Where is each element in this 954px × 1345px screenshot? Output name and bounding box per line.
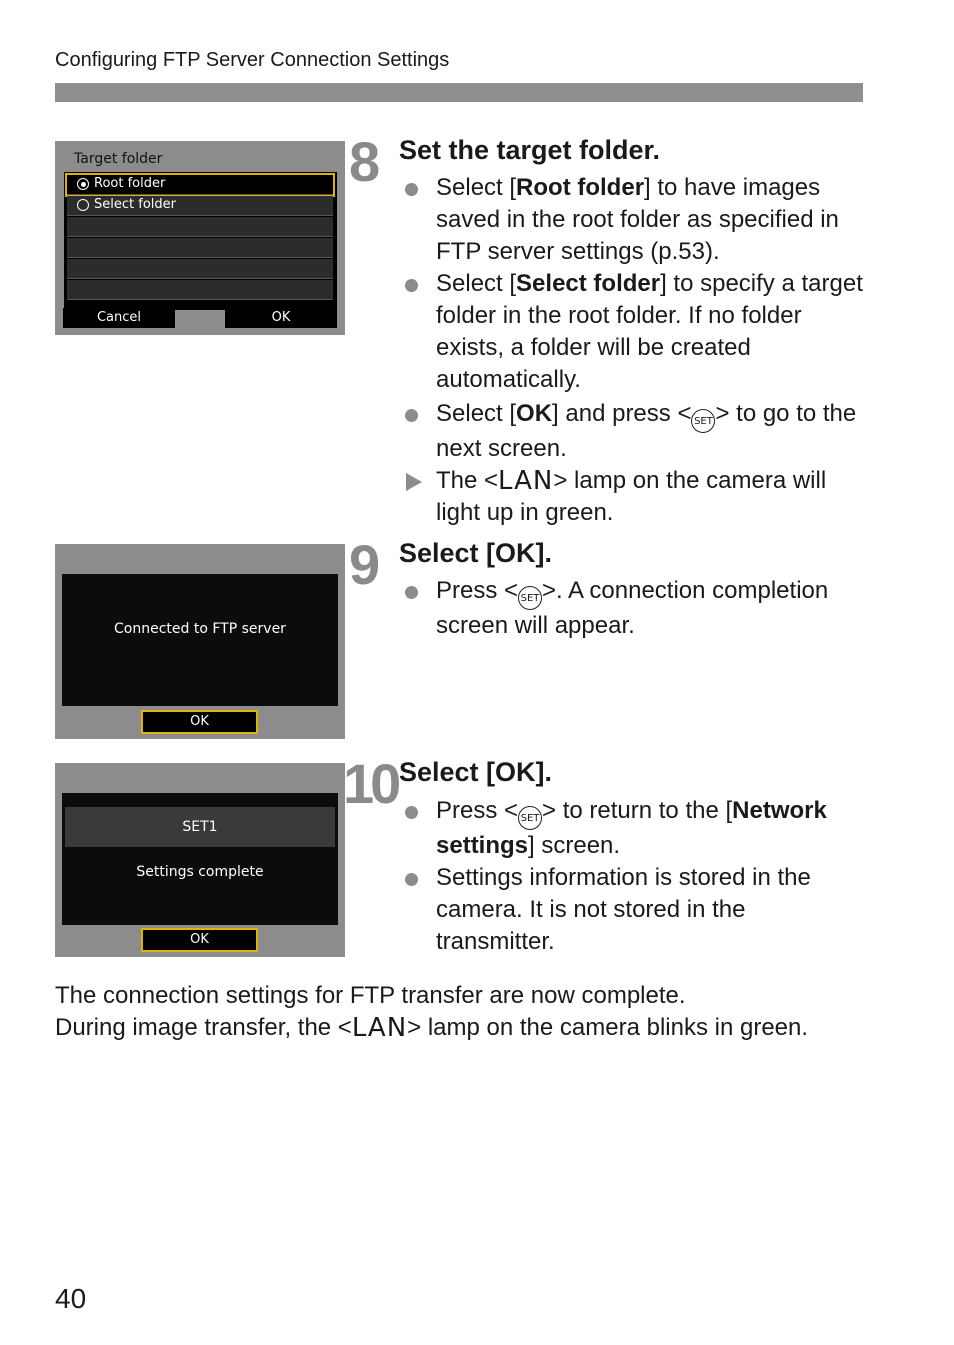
- empty-row: [67, 217, 333, 237]
- bullet-dot-icon: [405, 873, 418, 886]
- empty-row: [67, 280, 333, 300]
- bullet-item: Select [Root folder] to have images saved in the root folder as specified in FTP server settings (p.53).: [400, 172, 870, 268]
- radio-empty-icon: [77, 199, 89, 211]
- empty-row: [67, 259, 333, 279]
- radio-selected-icon: [77, 178, 89, 190]
- set-button-icon: SET: [518, 586, 542, 610]
- closing-paragraph: [55, 980, 808, 1044]
- target-folder-screen: [55, 141, 345, 335]
- bullet-dot-icon: [405, 183, 418, 196]
- complete-message: Settings complete: [136, 864, 264, 880]
- option-root-folder[interactable]: [67, 175, 333, 195]
- page-number: 40: [55, 1283, 87, 1314]
- lan-lamp-icon: LAN: [498, 466, 554, 496]
- ok-button[interactable]: OK: [225, 308, 337, 328]
- step-title: Select [OK].: [399, 538, 553, 568]
- set-button-icon: SET: [691, 409, 715, 433]
- bullet-item: Press < SET >. A connection completion screen will appear.: [400, 575, 870, 642]
- step-bullets: [400, 172, 870, 529]
- bullet-item: The <LAN> lamp on the camera will light up in green.: [400, 465, 870, 529]
- connected-screen: [55, 544, 345, 739]
- empty-row: [67, 238, 333, 258]
- option-label: Root folder: [94, 176, 166, 191]
- result-arrow-icon: [406, 473, 422, 491]
- screen-title: Target folder: [74, 151, 163, 167]
- step-title: Set the target folder.: [399, 135, 661, 165]
- set-band: SET1: [65, 807, 335, 847]
- bullet-dot-icon: [405, 279, 418, 292]
- set-button-icon: SET: [518, 806, 542, 830]
- bullet-dot-icon: [405, 806, 418, 819]
- connected-message: Connected to FTP server: [114, 621, 286, 637]
- folder-option-list: [64, 172, 337, 310]
- ok-button[interactable]: OK: [143, 930, 256, 950]
- step-bullets: [400, 575, 870, 642]
- header-bar: [55, 83, 863, 102]
- bullet-item: Select [OK] and press < SET > to go to the next screen.: [400, 398, 870, 465]
- bullet-item: Press < SET > to return to the [Network settings] screen.: [400, 795, 870, 862]
- cancel-button[interactable]: Cancel: [63, 308, 175, 328]
- step-bullets: [400, 795, 870, 958]
- closing-line: The connection settings for FTP transfer are now complete.: [55, 982, 686, 1009]
- step-title: Select [OK].: [399, 757, 553, 787]
- settings-complete-screen: [55, 763, 345, 957]
- lan-lamp-icon: LAN: [351, 1013, 408, 1043]
- bullet-item: Settings information is stored in the camera. It is not stored in the transmitter.: [400, 862, 870, 958]
- ok-button[interactable]: OK: [143, 712, 256, 732]
- bullet-dot-icon: [405, 409, 418, 422]
- closing-line: During image transfer, the <LAN> lamp on the camera blinks in green.: [55, 1013, 809, 1043]
- step-number: 8: [349, 130, 377, 193]
- option-label: Select folder: [94, 197, 176, 212]
- step-number: 10: [343, 752, 398, 815]
- option-select-folder[interactable]: [67, 196, 333, 216]
- bullet-item: Select [Select folder] to specify a target folder in the root folder. If no folder exists, a folder will be created automatically.: [400, 268, 870, 396]
- bullet-dot-icon: [405, 586, 418, 599]
- message-panel: [62, 793, 338, 925]
- page-header-title: Configuring FTP Server Connection Settings: [55, 49, 450, 71]
- step-number: 9: [349, 533, 377, 596]
- message-panel: [62, 574, 338, 706]
